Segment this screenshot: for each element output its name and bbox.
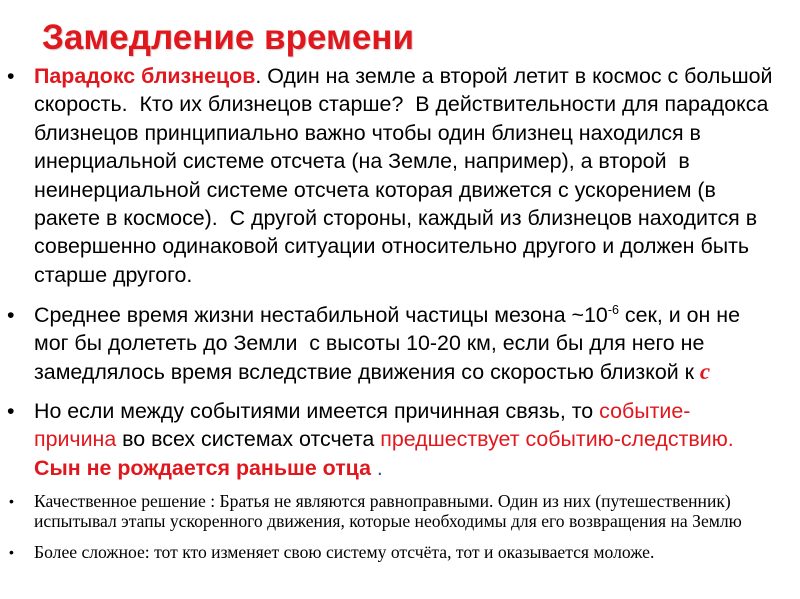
bullet-icon: • — [7, 303, 15, 327]
text-line — [34, 397, 734, 425]
bullet-item-qualitative-solution — [9, 491, 742, 531]
text-line: испытывал этапы ускоренного движения, которые необходимы для его возвращения на Землю — [34, 511, 742, 531]
conclusion-text: Сын не рождается раньше отца — [34, 455, 371, 480]
bullet-item-twins-paradox — [7, 62, 773, 289]
text-line: Качественное решение : Братья не являются равноправными. Один из них (путешественник) — [34, 491, 731, 511]
bullet-icon: • — [7, 64, 15, 88]
text-line: неинерциальной системе отсчета которая движется с ускорением (в — [34, 177, 716, 202]
text-line: инерциальной системе отсчета (на Земле, например), а второй в — [34, 149, 690, 174]
text-line — [34, 425, 734, 453]
exponent: -6 — [607, 303, 619, 317]
bullet-item-complex-solution — [9, 542, 655, 562]
text-line — [34, 62, 772, 90]
text-fragment: сек, и он не — [618, 303, 741, 327]
twins-paradox-term: Парадокс близнецов — [34, 64, 256, 88]
trailing-dot: . — [370, 455, 383, 480]
text-line: Более сложное: тот кто изменяет свою систему отсчёта, тот и оказывается моложе. — [34, 542, 655, 562]
highlight-text: событие- — [599, 399, 691, 423]
bullet-icon: • — [9, 493, 14, 509]
text-fragment: . Один на земле а второй летит в космос с большой — [255, 64, 773, 88]
bullet-item-meson — [7, 301, 741, 386]
text-line: близнецов принципиально важно чтобы один близнец находился в — [34, 120, 701, 145]
bullet-item-causality — [7, 397, 734, 482]
text-line: совершенно одинаковой ситуации относительно другого и должен быть — [34, 234, 750, 259]
bullet-icon: • — [9, 544, 14, 560]
text-fragment: во всех системах отсчета — [116, 427, 381, 452]
text-line — [34, 358, 740, 386]
text-fragment: Но если между событиями имеется причинная связь, то — [34, 399, 600, 423]
bullet-icon: • — [7, 399, 15, 423]
text-line: скорость. Кто их близнецов старше? В действительности для парадокса — [34, 92, 769, 117]
highlight-text: предшествует событию-следствию. — [380, 427, 734, 452]
speed-of-light-symbol: c — [699, 358, 711, 384]
text-line: мог бы долететь до Земли с высоты 10-20 км, если бы для него не — [34, 331, 705, 356]
slide-title: Замедление времени — [42, 18, 414, 57]
text-line: ракете в космосе). С другой стороны, каждый из близнецов находится в — [34, 206, 758, 231]
text-fragment: Среднее время жизни нестабильной частицы мезона ~10 — [34, 303, 608, 327]
text-line — [34, 454, 734, 482]
text-line: старше другого. — [34, 262, 193, 287]
text-line — [34, 301, 740, 329]
highlight-text: причина — [34, 427, 117, 452]
text-fragment: замедлялось время вследствие движения со скоростью близкой к — [34, 359, 700, 384]
